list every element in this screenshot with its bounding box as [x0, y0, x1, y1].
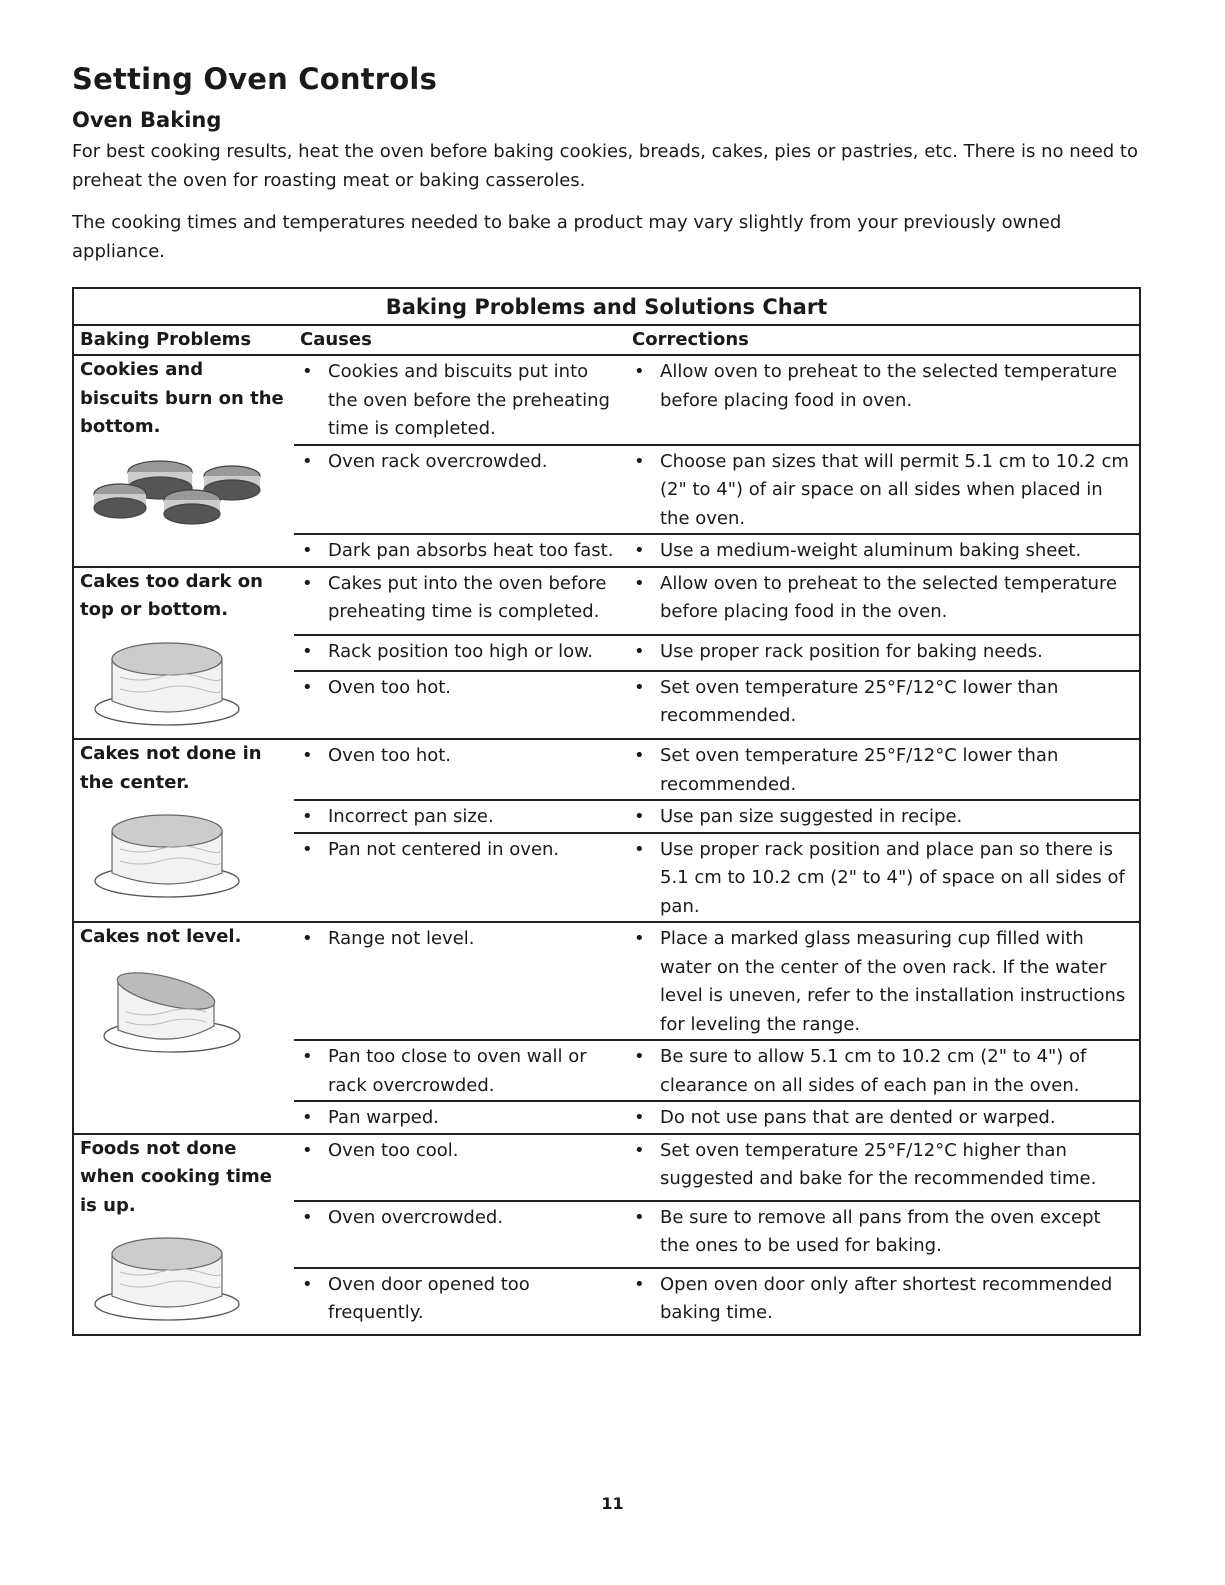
bullet-icon: •: [302, 640, 313, 662]
intro-paragraph: For best cooking results, heat the oven before baking cookies, breads, cakes, pies or pastries, etc. There is no need to preheat the oven for roasting meat or baking casseroles.: [72, 141, 1138, 191]
problem-cell: [73, 1134, 294, 1335]
cause-cell: [294, 1201, 626, 1268]
correction-cell: [626, 635, 1140, 671]
note-paragraph: The cooking times and temperatures needed to bake a product may vary slightly from your previously owned appliance.: [72, 212, 1062, 262]
cause-cell: [294, 800, 626, 833]
cause-cell: [294, 355, 626, 445]
cause-cell: [294, 1040, 626, 1101]
bullet-icon: •: [634, 1206, 645, 1228]
correction-cell: [626, 671, 1140, 739]
correction-cell: [626, 534, 1140, 567]
correction-text: Open oven door only after shortest recommended baking time.: [660, 1273, 1113, 1323]
bullet-icon: •: [634, 806, 645, 827]
bullet-icon: •: [302, 361, 313, 382]
cookies-icon: [92, 454, 288, 544]
bullet-icon: •: [634, 1139, 645, 1161]
page-title: Setting Oven Controls: [72, 62, 438, 96]
cause-cell: [294, 671, 626, 739]
cause-cell: [294, 567, 626, 635]
bullet-icon: •: [634, 928, 645, 949]
bullet-icon: •: [302, 838, 313, 860]
correction-cell: [626, 355, 1140, 445]
table-row: [73, 355, 1140, 445]
cause-cell: [294, 1101, 626, 1134]
bullet-icon: •: [634, 450, 645, 472]
correction-text: Be sure to allow 5.1 cm to 10.2 cm (2" to 4") of clearance on all sides of each pan in the oven.: [660, 1046, 1087, 1096]
bullet-icon: •: [634, 572, 645, 594]
table-row: [73, 1134, 1140, 1201]
baking-problems-chart: [72, 287, 1141, 1336]
cause-text: Pan too close to oven wall or rack overcrowded.: [328, 1046, 587, 1096]
cause-text: Range not level.: [328, 928, 475, 949]
bullet-icon: •: [302, 1206, 313, 1228]
page-number: 11: [601, 1494, 624, 1513]
problem-label: Cakes too dark on top or bottom.: [80, 570, 263, 620]
problem-label: Cakes not done in the center.: [80, 743, 262, 793]
bullet-icon: •: [302, 1107, 313, 1128]
correction-text: Place a marked glass measuring cup filled with water on the center of the oven rack. If the water level is uneven, refer to the installation instructions for leveling the range.: [660, 928, 1126, 1035]
cause-text: Pan not centered in oven.: [328, 838, 560, 860]
cause-cell: [294, 922, 626, 1040]
bullet-icon: •: [634, 540, 645, 561]
correction-text: Allow oven to preheat to the selected temperature before placing food in the oven.: [660, 572, 1118, 622]
tilted-cake-icon: [92, 964, 288, 1066]
cause-text: Cookies and biscuits put into the oven before the preheating time is completed.: [328, 361, 610, 439]
cause-cell: [294, 445, 626, 535]
cause-text: Oven too hot.: [328, 676, 452, 698]
cause-cell: [294, 1268, 626, 1335]
correction-text: Be sure to remove all pans from the oven except the ones to be used for baking.: [660, 1206, 1101, 1256]
cause-text: Oven overcrowded.: [328, 1206, 504, 1228]
correction-text: Set oven temperature 25°F/12°C lower than recommended.: [660, 676, 1059, 727]
correction-cell: [626, 922, 1140, 1040]
bullet-icon: •: [634, 1273, 645, 1295]
correction-cell: [626, 567, 1140, 635]
cause-text: Oven too cool.: [328, 1139, 459, 1161]
bullet-icon: •: [302, 540, 313, 561]
column-header-causes: Causes: [294, 325, 626, 356]
correction-text: Do not use pans that are dented or warped.: [660, 1107, 1056, 1128]
correction-text: Allow oven to preheat to the selected temperature before placing food in oven.: [660, 361, 1118, 411]
cake-icon: [92, 809, 288, 911]
correction-cell: [626, 739, 1140, 800]
correction-cell: [626, 1040, 1140, 1101]
bullet-icon: •: [302, 1273, 313, 1295]
problem-cell: [73, 922, 294, 1134]
bullet-icon: •: [302, 745, 313, 766]
bullet-icon: •: [634, 838, 645, 860]
cake-icon: [92, 1232, 288, 1334]
correction-cell: [626, 833, 1140, 923]
cause-text: Rack position too high or low.: [328, 640, 593, 662]
cause-text: Oven rack overcrowded.: [328, 450, 548, 472]
cake-icon: [92, 637, 288, 739]
bullet-icon: •: [302, 676, 313, 698]
problem-label: Foods not done when cooking time is up.: [80, 1137, 272, 1216]
bullet-icon: •: [302, 806, 313, 827]
chart-body: [73, 355, 1140, 1335]
bullet-icon: •: [634, 1107, 645, 1128]
bullet-icon: •: [302, 1139, 313, 1161]
correction-cell: [626, 800, 1140, 833]
bullet-icon: •: [302, 1046, 313, 1067]
chart-title: Baking Problems and Solutions Chart: [73, 288, 1140, 325]
cause-text: Incorrect pan size.: [328, 806, 494, 827]
correction-text: Use proper rack position for baking needs.: [660, 640, 1043, 662]
correction-cell: [626, 1201, 1140, 1268]
bullet-icon: •: [634, 676, 645, 698]
cause-cell: [294, 833, 626, 923]
table-row: [73, 922, 1140, 1040]
correction-cell: [626, 445, 1140, 535]
bullet-icon: •: [634, 361, 645, 382]
correction-text: Choose pan sizes that will permit 5.1 cm to 10.2 cm (2" to 4") of air space on all sides when placed in the oven.: [660, 450, 1129, 529]
problem-cell: [73, 355, 294, 567]
cause-text: Dark pan absorbs heat too fast.: [328, 540, 614, 561]
cause-text: Cakes put into the oven before preheating time is completed.: [328, 572, 607, 622]
correction-cell: [626, 1101, 1140, 1134]
cause-cell: [294, 635, 626, 671]
problem-label: Cookies and biscuits burn on the bottom.: [80, 359, 284, 437]
correction-text: Use proper rack position and place pan so there is 5.1 cm to 10.2 cm (2" to 4") of space on all sides of pan.: [660, 838, 1125, 917]
table-row: [73, 739, 1140, 800]
bullet-icon: •: [634, 640, 645, 662]
bullet-icon: •: [634, 745, 645, 766]
section-heading: Oven Baking: [72, 108, 222, 132]
bullet-icon: •: [302, 928, 313, 949]
cause-cell: [294, 739, 626, 800]
correction-cell: [626, 1268, 1140, 1335]
column-header-corrections: Corrections: [626, 325, 1140, 356]
problem-label: Cakes not level.: [80, 926, 242, 947]
cause-text: Oven too hot.: [328, 745, 452, 766]
correction-text: Use pan size suggested in recipe.: [660, 806, 963, 827]
problem-cell: [73, 739, 294, 922]
correction-text: Set oven temperature 25°F/12°C higher than suggested and bake for the recommended time.: [660, 1139, 1097, 1189]
table-row: [73, 567, 1140, 635]
cause-text: Pan warped.: [328, 1107, 440, 1128]
problem-cell: [73, 567, 294, 740]
column-header-problems: Baking Problems: [73, 325, 294, 356]
cause-text: Oven door opened too frequently.: [328, 1273, 530, 1323]
bullet-icon: •: [302, 450, 313, 472]
cause-cell: [294, 1134, 626, 1201]
bullet-icon: •: [302, 572, 313, 594]
correction-cell: [626, 1134, 1140, 1201]
correction-text: Use a medium-weight aluminum baking sheet.: [660, 540, 1082, 561]
bullet-icon: •: [634, 1046, 645, 1067]
cause-cell: [294, 534, 626, 567]
correction-text: Set oven temperature 25°F/12°C lower than recommended.: [660, 745, 1059, 795]
